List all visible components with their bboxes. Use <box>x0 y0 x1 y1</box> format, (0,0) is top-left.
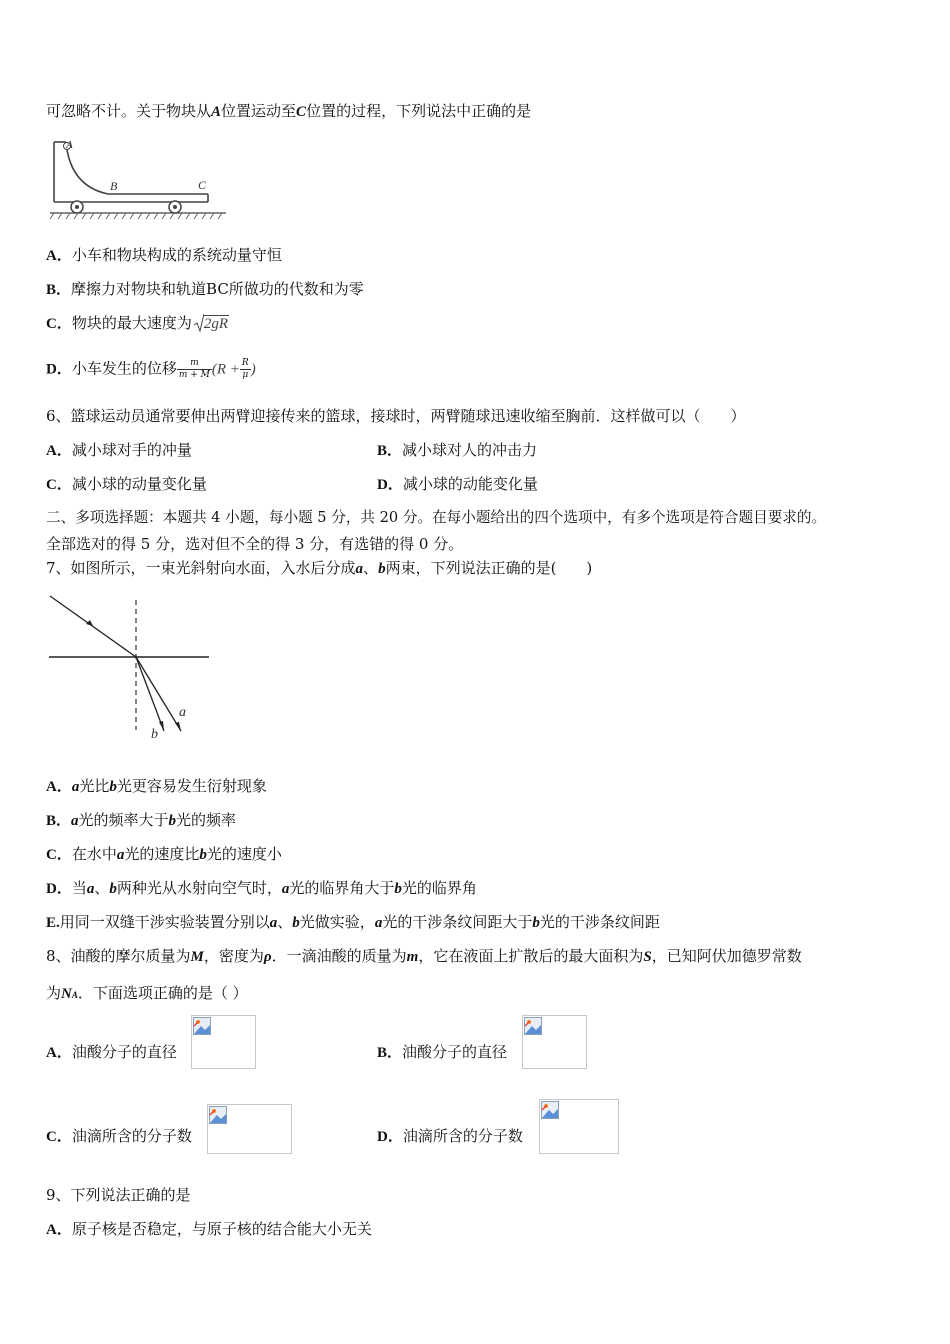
q5-stem-text: 位置运动至 <box>221 102 297 120</box>
q9-stem: 9、下列说法正确的是 <box>46 1186 191 1204</box>
option-label: B． <box>377 443 403 459</box>
broken-image-icon <box>541 1101 559 1119</box>
q5-stem-text: 位置的过程，下列说法中正确的是 <box>306 102 532 120</box>
q5-option-a[interactable] <box>46 245 282 266</box>
option-label: D． <box>46 361 72 378</box>
q7-option-e[interactable]: E.用同一双缝干涉实验装置分别以a、b光做实验，a光的干涉条纹间距大于b光的干涉条纹间距 <box>46 913 660 931</box>
q5-pos-c: C <box>296 104 307 120</box>
q5-stem-text: 可忽略不计。关于物块从 <box>46 102 212 120</box>
option-text: 摩擦力对物块和轨道BC所做功的代数和为零 <box>71 280 364 298</box>
q5-option-b[interactable] <box>46 279 364 300</box>
broken-image <box>191 1015 256 1069</box>
broken-image-icon <box>193 1017 211 1035</box>
option-text: 减小球的动量变化量 <box>71 475 207 493</box>
option-text: 小车发生的位移 <box>71 359 177 378</box>
q7-stem: 7、如图所示，一束光斜射向水面，入水后分成a、b两束，下列说法正确的是( ) <box>46 559 593 577</box>
q7-fig-label-b: b <box>151 727 158 742</box>
sqrt-formula: 2gR <box>194 313 229 334</box>
q8-option-c[interactable]: C．油滴所含的分子数 <box>46 1127 192 1145</box>
q6-option-d[interactable] <box>377 474 538 495</box>
broken-image <box>522 1015 587 1069</box>
option-label: C． <box>46 316 72 332</box>
q7-option-b[interactable]: B．a光的频率大于b光的频率 <box>46 811 237 829</box>
option-text: 物块的最大速度为 <box>71 314 192 332</box>
arrow-icon <box>86 620 93 626</box>
fraction: $\frac{m}{m + M}$ <box>178 358 210 380</box>
q9-option-a[interactable]: A．原子核是否稳定，与原子核的结合能大小无关 <box>46 1220 372 1238</box>
option-label: D． <box>377 477 403 493</box>
option-text: 减小球的动能变化量 <box>402 475 538 493</box>
q6-stem: 6、篮球运动员通常要伸出两臂迎接传来的篮球，接球时，两臂随球迅速收缩至胸前．这样做可以（ ） <box>46 407 746 425</box>
q5-option-d[interactable]: D．小车发生的位移 $\frac{m}{m + M}$ (R + $\frac{R}{\mu}$ ) <box>46 358 256 380</box>
q5-fig-label-b: B <box>110 179 118 193</box>
q8-stem-line2: 为NA．下面选项正确的是（ ） <box>46 984 248 1002</box>
q8-option-b[interactable]: B．油酸分子的直径 <box>377 1043 508 1061</box>
option-label: A． <box>46 443 72 459</box>
fraction: $\frac{R}{\mu}$ <box>241 358 249 380</box>
q5-fig-label-a: A <box>66 139 73 151</box>
q7-option-c[interactable]: C．在水中a光的速度比b光的速度小 <box>46 845 282 863</box>
section-heading: 二、多项选择题：本题共 4 小题，每小题 5 分，共 20 分。在每小题给出的四个选项中，有多个选项是符合题目要求的。 <box>46 509 827 526</box>
arrow-icon <box>159 721 164 731</box>
q7-option-a[interactable]: A．a光比b光更容易发生衍射现象 <box>46 777 267 795</box>
q5-pos-a: A <box>211 104 222 120</box>
option-label: B． <box>46 282 72 298</box>
q7-option-d[interactable]: D．当a、b两种光从水射向空气时，a光的临界角大于b光的临界角 <box>46 879 477 897</box>
option-text: 减小球对人的冲击力 <box>402 441 538 459</box>
broken-image-icon <box>209 1106 227 1124</box>
q5-option-c[interactable] <box>46 313 229 334</box>
arrow-icon <box>175 722 181 731</box>
broken-image <box>539 1099 619 1154</box>
q8-option-d[interactable]: D．油滴所含的分子数 <box>377 1127 523 1145</box>
q7-fig-label-a: a <box>179 705 186 720</box>
option-label: C． <box>46 477 72 493</box>
q5-fig-label-c: C <box>198 178 207 192</box>
option-text: 小车和物块构成的系统动量守恒 <box>71 246 282 264</box>
q6-option-c[interactable] <box>46 474 207 495</box>
broken-image-icon <box>524 1017 542 1035</box>
option-text: 减小球对手的冲量 <box>71 441 192 459</box>
option-label: A． <box>46 248 72 264</box>
q5-cart-figure <box>48 136 233 226</box>
q8-stem-line1: 8、油酸的摩尔质量为M，密度为ρ．一滴油酸的质量为m，它在液面上扩散后的最大面积为S，已知阿伏加德罗常数 <box>46 947 802 965</box>
q8-option-a[interactable]: A．油酸分子的直径 <box>46 1043 177 1061</box>
q6-option-a[interactable] <box>46 440 192 461</box>
section-instructions: 全部选对的得 5 分，选对但不全的得 3 分，有选错的得 0 分。 <box>46 535 464 553</box>
q6-option-b[interactable] <box>377 440 537 461</box>
q5-stem <box>46 101 531 122</box>
broken-image <box>207 1104 292 1154</box>
q7-refraction-figure <box>46 590 216 745</box>
